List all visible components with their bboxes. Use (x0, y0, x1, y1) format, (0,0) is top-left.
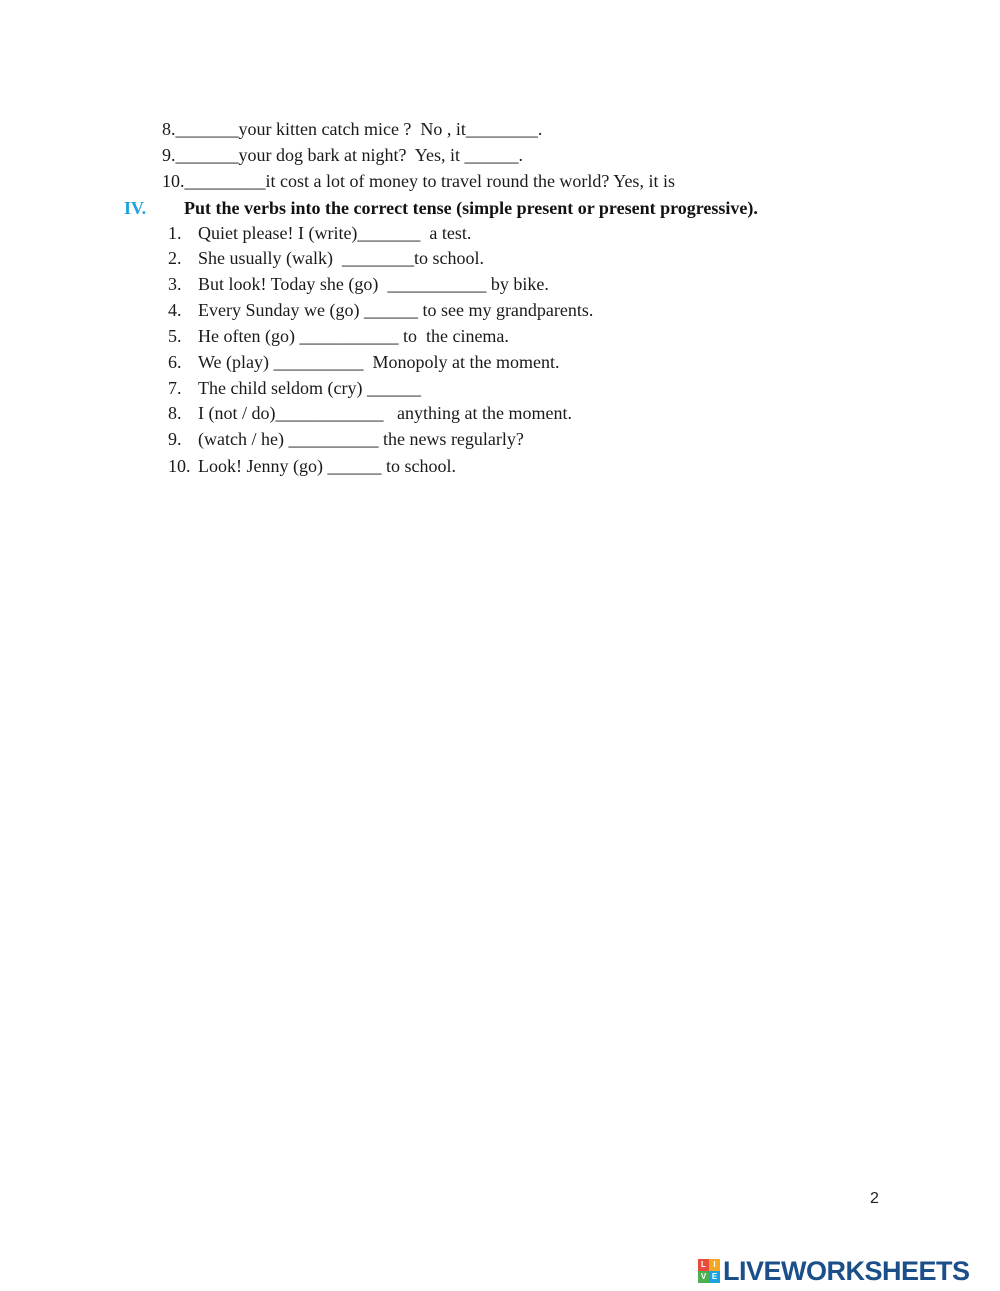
item-text: We (play) __________ Monopoly at the moment. (198, 352, 560, 372)
liveworksheets-logo-icon (698, 1259, 720, 1283)
section-instruction: Put the verbs into the correct tense (simple present or present progressive). (184, 198, 758, 218)
page-number: 2 (870, 1190, 879, 1207)
logo-letter: I (709, 1259, 720, 1271)
previous-item-10: 10._________it cost a lot of money to travel round the world? Yes, it is (162, 171, 675, 191)
item-number: 1. (168, 223, 182, 243)
item-number: 6. (168, 352, 182, 372)
item-number: 7. (168, 378, 182, 398)
item-text: I (not / do)____________ anything at the moment. (198, 403, 572, 423)
previous-item-9: 9._______your dog bark at night? Yes, it ______. (162, 145, 523, 165)
item-text: She usually (walk) ________to school. (198, 248, 484, 268)
item-number: 9. (168, 429, 182, 449)
section-number: IV. (124, 198, 147, 218)
item-number: 3. (168, 274, 182, 294)
item-number: 2. (168, 248, 182, 268)
logo-letter: E (709, 1271, 720, 1283)
item-text: Every Sunday we (go) ______ to see my grandparents. (198, 300, 594, 320)
item-text: Quiet please! I (write)_______ a test. (198, 223, 472, 243)
item-text: The child seldom (cry) ______ (198, 378, 421, 398)
item-number: 5. (168, 326, 182, 346)
item-text: (watch / he) __________ the news regularly? (198, 429, 524, 449)
item-text: But look! Today she (go) ___________ by bike. (198, 274, 549, 294)
brand-name: LIVEWORKSHEETS (723, 1256, 970, 1286)
logo-letter: V (698, 1271, 709, 1283)
item-text: He often (go) ___________ to the cinema. (198, 326, 509, 346)
item-number: 10. (168, 456, 191, 476)
item-text: Look! Jenny (go) ______ to school. (198, 456, 456, 476)
item-number: 8. (168, 403, 182, 423)
logo-letter: L (698, 1259, 709, 1271)
previous-item-8: 8._______your kitten catch mice ? No , it________. (162, 119, 543, 139)
liveworksheets-brand[interactable] (698, 1256, 970, 1286)
item-number: 4. (168, 300, 182, 320)
